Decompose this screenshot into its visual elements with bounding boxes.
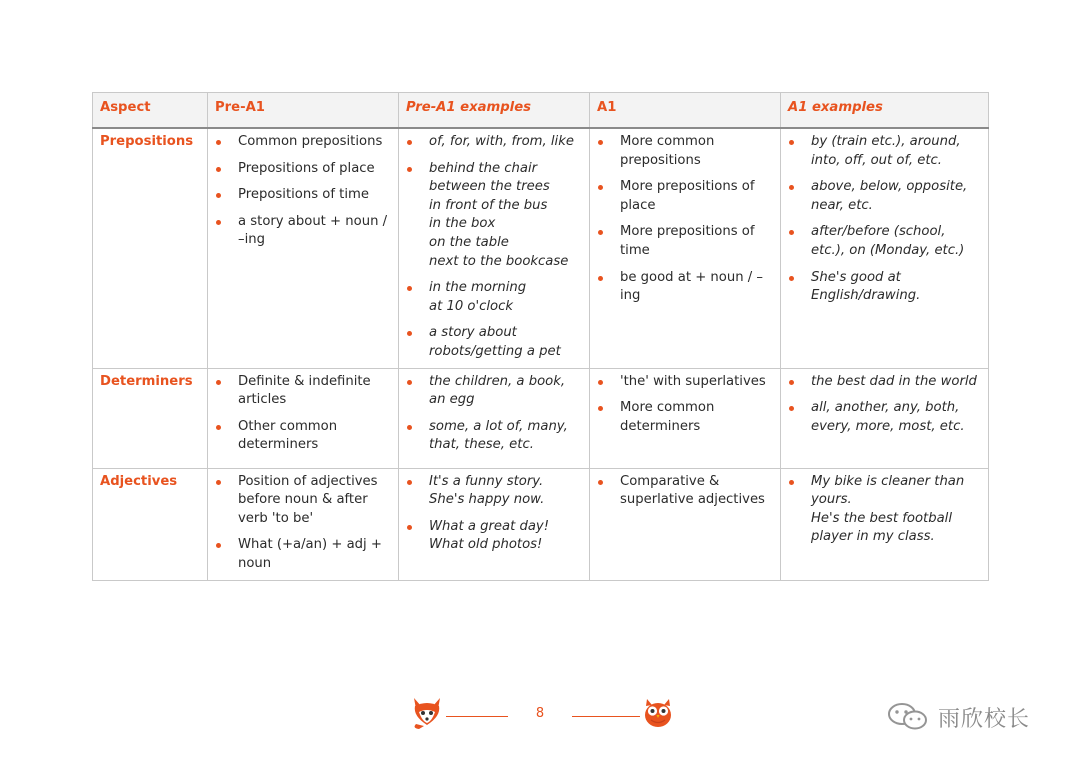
pre-a1-cell <box>208 128 399 368</box>
a1-example-item <box>788 373 981 392</box>
example-line: She's good at English/drawing. <box>811 269 921 304</box>
header-a1-examples: A1 examples <box>781 93 989 129</box>
watermark-text: 雨欣校长 <box>938 706 1031 732</box>
a1-item: More common determiners <box>597 399 773 436</box>
a1-example-list <box>788 133 981 306</box>
a1-example-item <box>788 269 981 306</box>
a1-item: Comparative & superlative adjectives <box>597 473 773 510</box>
example-line: She's happy now. <box>429 492 545 508</box>
pre-a1-cell <box>208 368 399 468</box>
pre-a1-list <box>215 133 391 250</box>
example-line: What a great day! <box>429 518 550 534</box>
example-line: It's a funny story. <box>429 473 544 489</box>
example-line: He's the best football player in my class. <box>811 510 952 545</box>
table-row-prepositions <box>93 128 989 368</box>
a1-item: 'the' with superlatives <box>597 373 773 392</box>
pre-a1-item: Prepositions of time <box>215 186 391 205</box>
pre-a1-examples-cell <box>399 128 590 368</box>
a1-example-list <box>788 373 981 437</box>
a1-example-list <box>788 473 981 547</box>
aspect-cell: Determiners <box>93 368 208 468</box>
a1-list <box>597 373 773 437</box>
a1-example-item <box>788 178 981 215</box>
pre-a1-examples-cell <box>399 468 590 580</box>
example-line: the best dad in the world <box>811 373 977 389</box>
pre-a1-list <box>215 373 391 455</box>
a1-item: More prepositions of place <box>597 178 773 215</box>
pre-a1-example-item <box>406 418 582 455</box>
a1-example-item <box>788 223 981 260</box>
example-line: the children, a book, an egg <box>429 373 566 408</box>
a1-examples-cell <box>781 368 989 468</box>
example-line: between the trees <box>429 179 550 195</box>
aspect-cell: Prepositions <box>93 128 208 368</box>
example-line: at 10 o'clock <box>429 298 513 314</box>
example-line: after/before (school, etc.), on (Monday, etc.) <box>811 224 965 258</box>
a1-examples-cell <box>781 468 989 580</box>
pre-a1-example-item <box>406 518 582 555</box>
example-line: on the table <box>429 234 509 250</box>
fox-icon <box>410 694 444 730</box>
a1-item: More common prepositions <box>597 133 773 170</box>
header-row <box>93 93 989 129</box>
pre-a1-example-item <box>406 279 582 316</box>
pre-a1-example-list <box>406 133 582 362</box>
pre-a1-example-item <box>406 160 582 272</box>
pre-a1-example-item <box>406 373 582 410</box>
pre-a1-item: Definite & indefinite articles <box>215 373 391 410</box>
a1-item: More prepositions of time <box>597 223 773 260</box>
header-a1: A1 <box>590 93 781 129</box>
a1-example-item <box>788 133 981 170</box>
aspect-cell: Adjectives <box>93 468 208 580</box>
pre-a1-item: Prepositions of place <box>215 160 391 179</box>
header-aspect: Aspect <box>93 93 208 129</box>
a1-list <box>597 473 773 510</box>
example-line: of, for, with, from, like <box>429 134 574 149</box>
wechat-icon <box>886 702 930 732</box>
a1-list <box>597 133 773 306</box>
pre-a1-list <box>215 473 391 574</box>
a1-cell <box>590 128 781 368</box>
pre-a1-item: Other common determiners <box>215 418 391 455</box>
pre-a1-item: What (+a/an) + adj + noun <box>215 536 391 573</box>
table-row-adjectives <box>93 468 989 580</box>
page-number: 8 <box>535 706 545 721</box>
pre-a1-item: Position of adjectives before noun & after verb 'to be' <box>215 473 391 529</box>
example-line: some, a lot of, many, that, these, etc. <box>429 418 568 453</box>
wechat-watermark <box>886 700 1030 734</box>
a1-cell <box>590 368 781 468</box>
pre-a1-example-item <box>406 473 582 510</box>
grammar-table <box>92 92 989 581</box>
pre-a1-example-list <box>406 473 582 555</box>
pre-a1-example-list <box>406 373 582 455</box>
footer-rule-left <box>446 716 508 717</box>
example-line: My bike is cleaner than yours. <box>811 473 965 508</box>
a1-example-item <box>788 473 981 547</box>
header-pre-a1-examples: Pre-A1 examples <box>399 93 590 129</box>
pre-a1-examples-cell <box>399 368 590 468</box>
a1-cell <box>590 468 781 580</box>
pre-a1-item: Common prepositions <box>215 133 391 152</box>
example-line: all, another, any, both, every, more, most, etc. <box>811 400 965 434</box>
example-line: behind the chair <box>429 160 538 176</box>
example-line: in the box <box>429 216 496 232</box>
pre-a1-example-item <box>406 324 582 361</box>
footer-rule-right <box>572 716 640 717</box>
table-header <box>93 93 989 129</box>
a1-example-item <box>788 399 981 436</box>
example-line: in front of the bus <box>429 197 548 213</box>
pre-a1-item: a story about + noun / –ing <box>215 213 391 250</box>
example-line: a story about <box>429 325 517 341</box>
example-line: next to the bookcase <box>429 253 569 269</box>
header-pre-a1: Pre-A1 <box>208 93 399 129</box>
owl-icon <box>640 694 676 730</box>
a1-item: be good at + noun / –ing <box>597 269 773 306</box>
example-line: robots/getting a pet <box>429 343 561 359</box>
example-line: by (train etc.), around, into, off, out of, etc. <box>811 134 961 168</box>
pre-a1-cell <box>208 468 399 580</box>
example-line: in the morning <box>429 280 527 296</box>
pre-a1-example-item <box>406 133 582 152</box>
example-line: What old photos! <box>429 537 543 553</box>
a1-examples-cell <box>781 128 989 368</box>
table-body <box>93 128 989 580</box>
table-row-determiners <box>93 368 989 468</box>
example-line: above, below, opposite, near, etc. <box>811 179 968 213</box>
